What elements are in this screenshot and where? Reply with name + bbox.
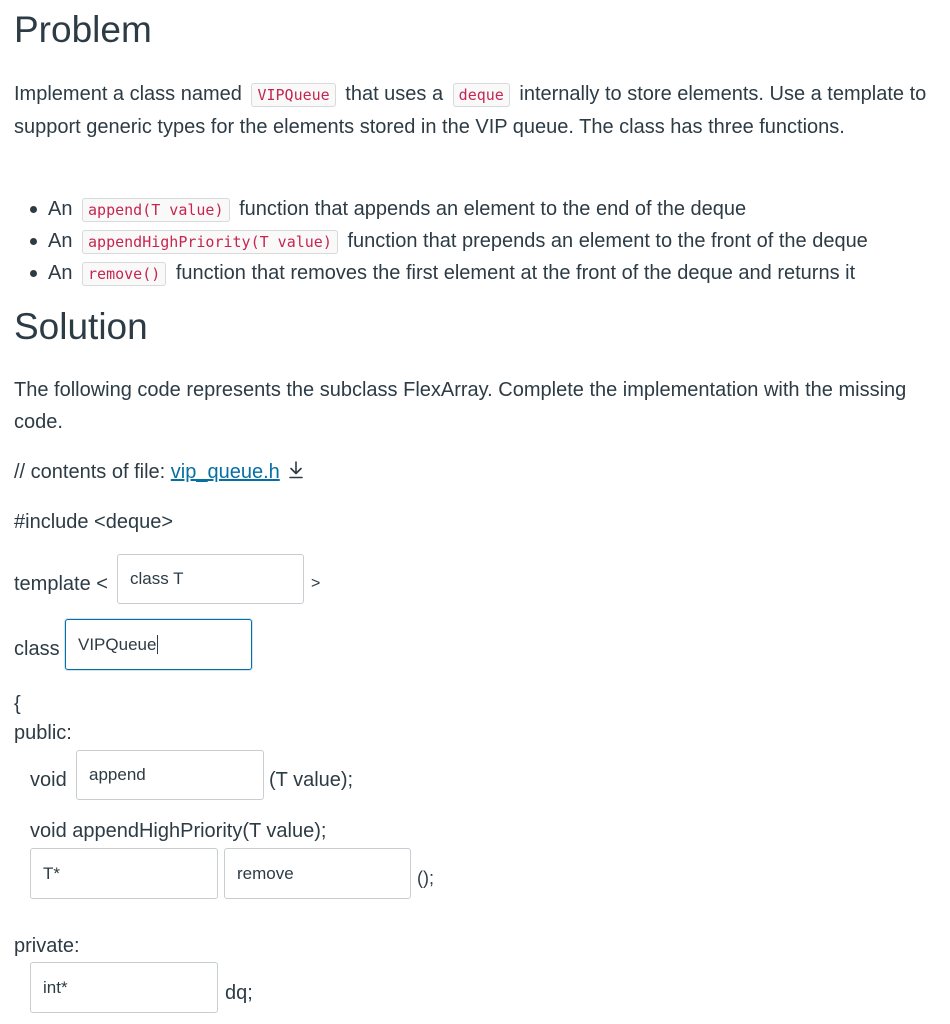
- include-line: #include <deque>: [14, 511, 174, 533]
- template-keyword: template <: [14, 573, 108, 595]
- bullet-text: function that prepends an element to the front of the deque: [347, 230, 868, 252]
- bullet-lead: An: [48, 198, 73, 220]
- append-name-value: append: [89, 765, 146, 784]
- bullet-text: function that removes the first element at the front of the deque and returns it: [175, 262, 856, 284]
- template-param-value: class T: [130, 569, 184, 588]
- open-brace: {: [14, 693, 21, 715]
- file-prefix: // contents of file:: [14, 461, 166, 483]
- dq-suffix: dq;: [225, 982, 253, 1004]
- public-keyword: public:: [14, 722, 72, 744]
- append-name-input[interactable]: [76, 750, 264, 800]
- bullet-lead: An: [48, 230, 73, 252]
- remove-suffix: ();: [417, 868, 434, 888]
- code-remove: remove(): [82, 262, 166, 286]
- file-download-link[interactable]: vip_queue.h: [170, 461, 280, 483]
- class-name-value: VIPQueue: [78, 634, 157, 654]
- solution-description: The following code represents the subclass FlexArray. Complete the implementation with the missing code.: [14, 379, 907, 433]
- bullet-icon: [30, 206, 37, 213]
- template-close: >: [311, 575, 321, 592]
- text-cursor: [157, 635, 158, 654]
- download-icon[interactable]: [288, 457, 304, 489]
- code-vipqueue: VIPQueue: [251, 83, 335, 107]
- member-type-input[interactable]: [30, 962, 218, 1013]
- list-item: [14, 257, 868, 289]
- void-keyword: void: [30, 769, 67, 791]
- remove-name-value: remove: [237, 863, 294, 883]
- bullet-icon: [30, 238, 37, 245]
- list-item: [14, 225, 868, 257]
- remove-name-input[interactable]: [224, 848, 411, 899]
- bullet-icon: [30, 270, 37, 277]
- list-item: [14, 193, 868, 225]
- class-name-input[interactable]: [65, 619, 252, 670]
- append-high-priority-line: void appendHighPriority(T value);: [30, 820, 327, 842]
- code-deque: deque: [453, 83, 510, 107]
- intro-text-2: that uses a: [345, 83, 444, 105]
- intro-text-3: internally to store elements. Use a template to support generic types for the elements stored in the VIP queue. The class has three functions.: [14, 83, 927, 138]
- member-type-value: int*: [43, 977, 68, 997]
- remove-return-type-input[interactable]: [30, 848, 218, 899]
- class-keyword: class: [14, 638, 60, 660]
- template-param-input[interactable]: [117, 554, 304, 604]
- file-line: [14, 456, 304, 489]
- bullet-lead: An: [48, 262, 73, 284]
- function-list: [14, 193, 868, 289]
- problem-heading: Problem: [14, 9, 152, 50]
- intro-text-1: Implement a class named: [14, 83, 242, 105]
- remove-return-type-value: T*: [43, 863, 60, 883]
- solution-heading: Solution: [14, 306, 148, 347]
- code-append-high-priority: appendHighPriority(T value): [82, 230, 338, 254]
- code-append: append(T value): [82, 198, 229, 222]
- append-suffix: (T value);: [269, 769, 354, 791]
- private-keyword: private:: [14, 935, 80, 957]
- problem-intro: [14, 78, 934, 143]
- bullet-text: function that appends an element to the end of the deque: [239, 198, 747, 220]
